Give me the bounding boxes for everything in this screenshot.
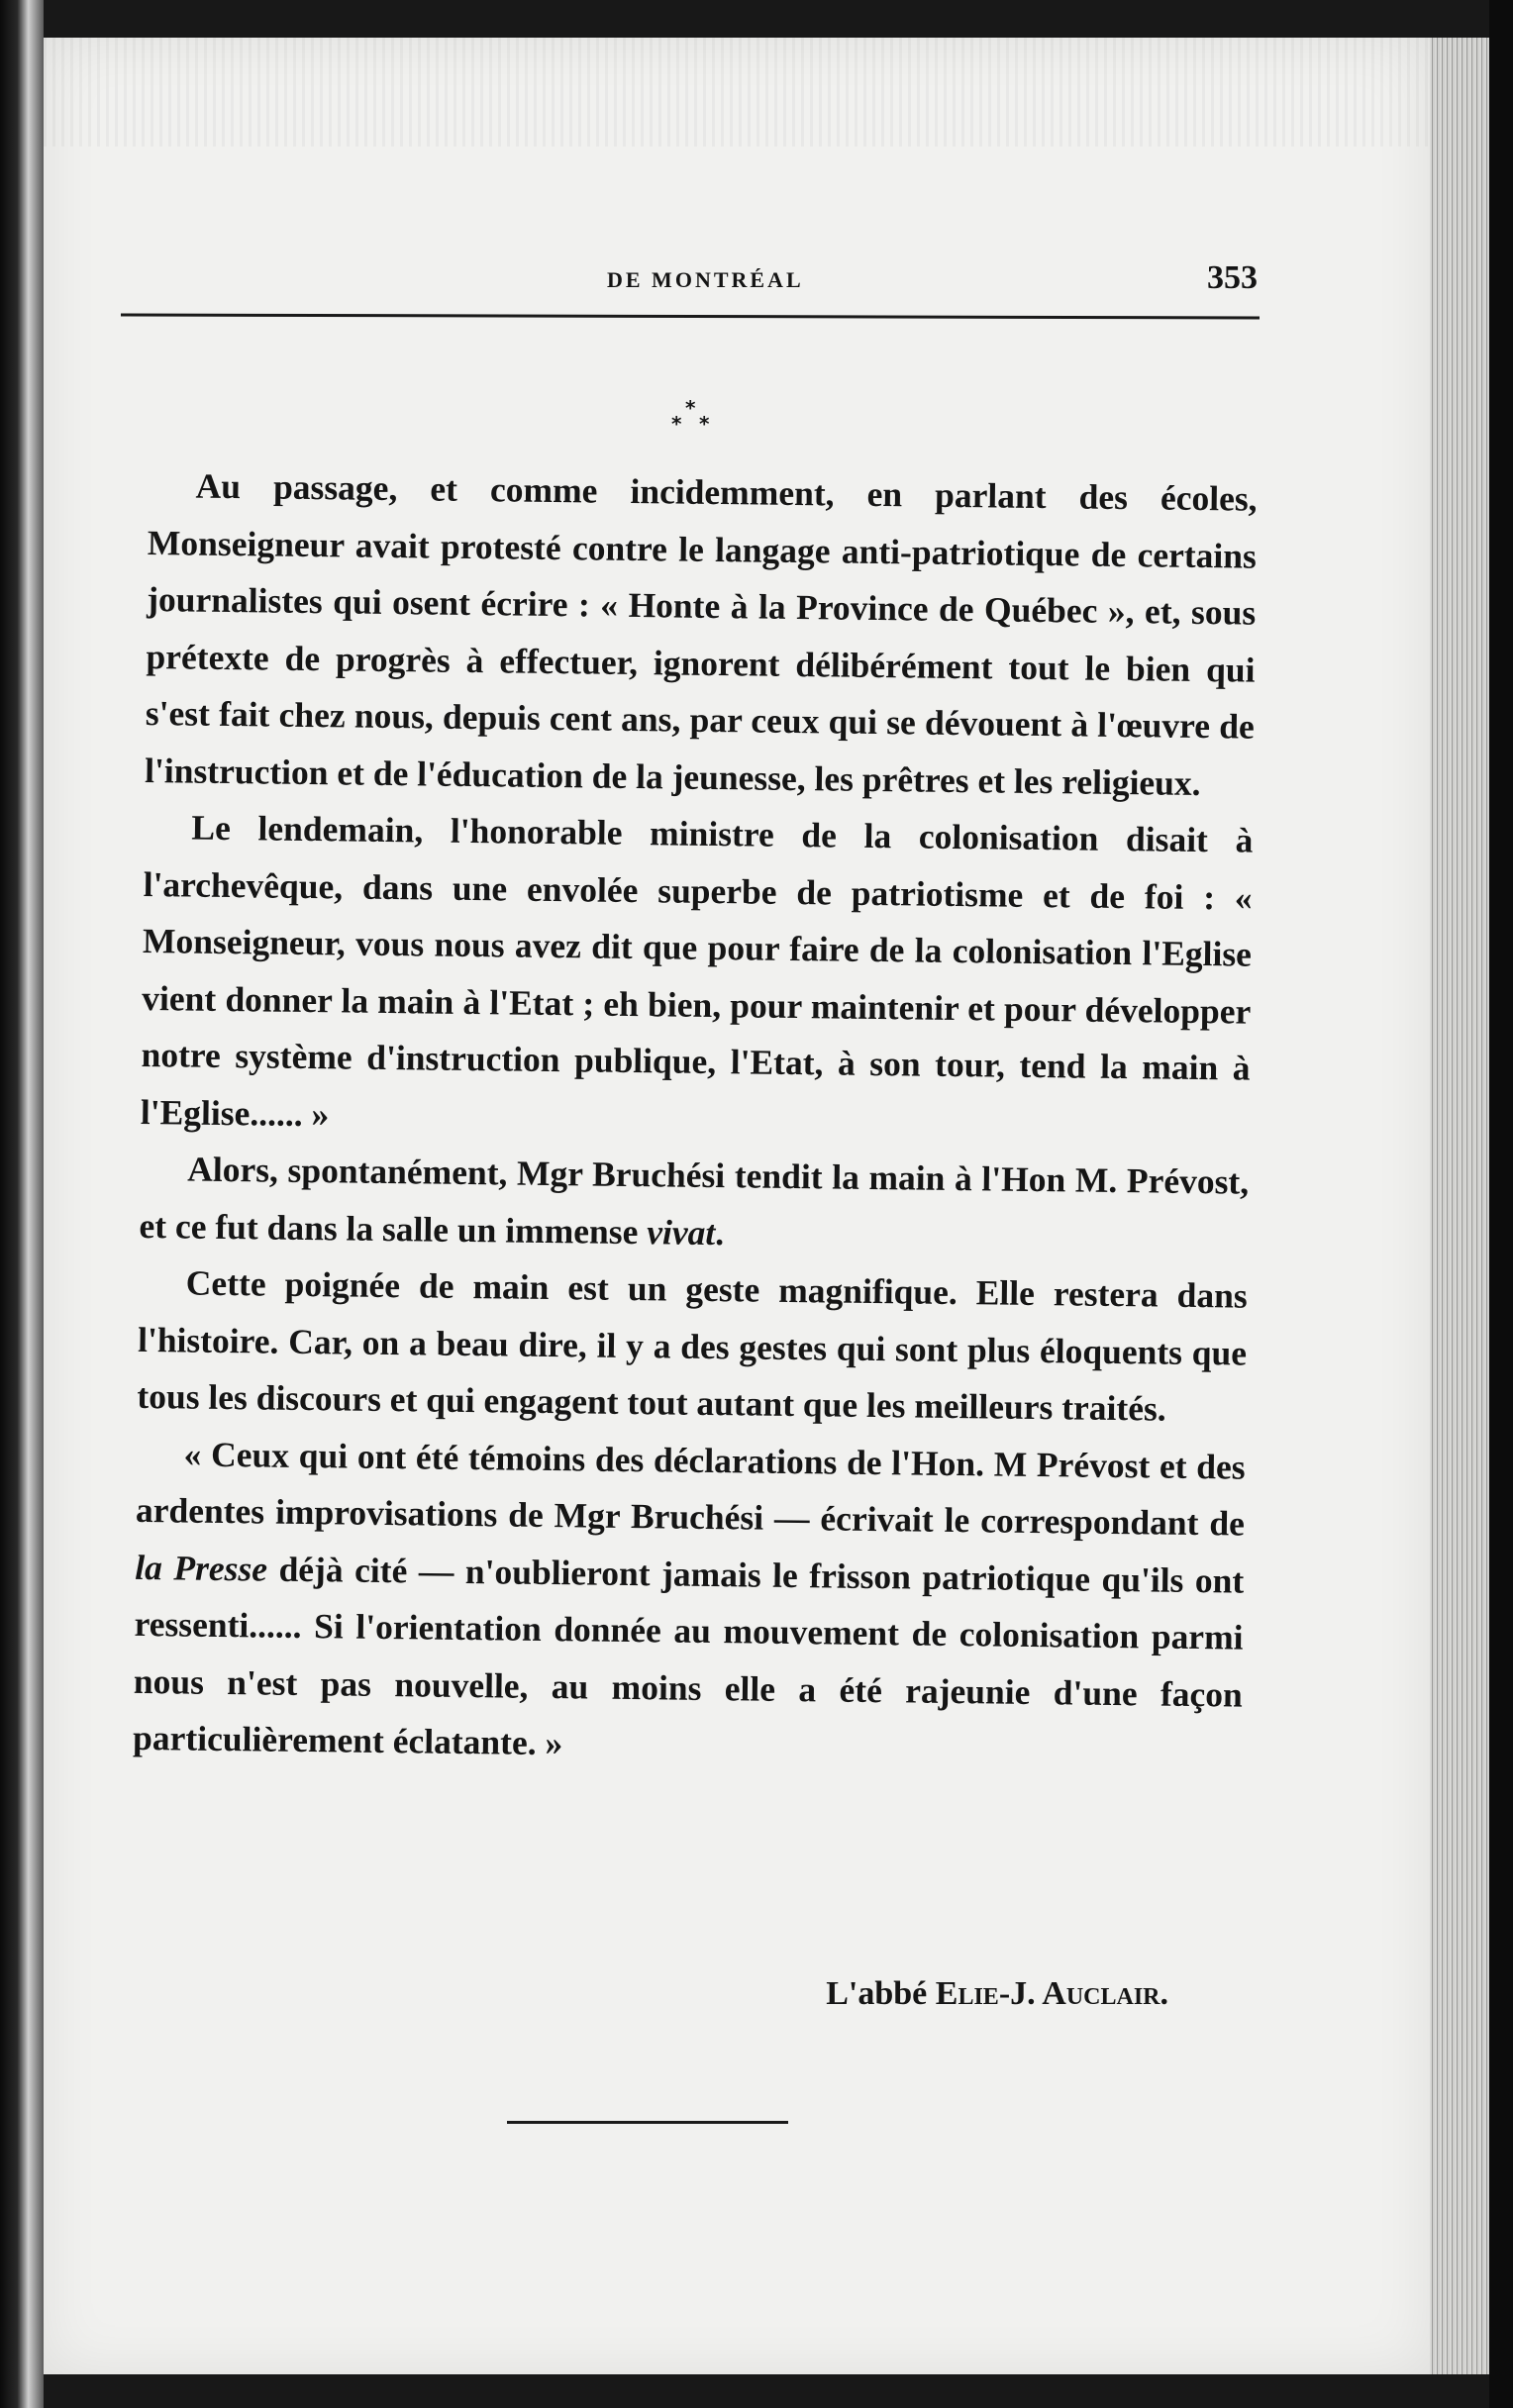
- closing-rule: [507, 2121, 788, 2124]
- asterism-star-left: *: [671, 412, 682, 436]
- paragraph-5-italic: la Presse: [135, 1547, 268, 1589]
- scan-background-right: [1489, 0, 1513, 2408]
- body-text: [133, 457, 1258, 1780]
- asterism-star-right: *: [699, 412, 710, 436]
- paragraph-3-text: Alors, spontanément, Mgr Bruchési tendit la main à l'Hon M. Prévost, et ce fut dans la salle un immense: [139, 1149, 1250, 1252]
- signature-name: Elie-J. Auclair.: [935, 1975, 1168, 2012]
- signature-prefix: L'abbé: [826, 1975, 936, 2012]
- page-top-foxing: [44, 38, 1430, 147]
- paragraph-1: Au passage, et comme incidemment, en parlant des écoles, Monseigneur avait protesté contre le langage anti-patriotique de certains journalistes qui osent écrire : « Honte à la Province de Québec », et, sous prétexte de progrès à effectuer, ignorent délibérément tout le bien qui s'est fait chez nous, depuis cent ans, par ceux qui se dévouent à l'œuvre de l'instruction et de l'éducation de la jeunesse, les prêtres et les religieux.: [144, 465, 1258, 803]
- running-head: DE MONTRÉAL: [607, 267, 804, 292]
- asterism-ornament: [663, 394, 723, 444]
- paragraph-3-italic: vivat: [647, 1211, 716, 1253]
- author-signature: [753, 1975, 1168, 2013]
- paragraph-3: [139, 1141, 1249, 1268]
- paragraph-3-end: .: [715, 1212, 725, 1253]
- paragraph-5-text: « Ceux qui ont été témoins des déclarations de l'Hon. M Prévost et des ardentes improvisations de Mgr Bruchési — écrivait le correspondant de: [135, 1434, 1246, 1544]
- paragraph-5-end: déjà cité — n'oublieront jamais le frisson patriotique qu'ils ont ressenti...... Si l'orientation donnée au mouvement de colonisation parmi nous n'est pas nouvelle, au moins elle a été rajeunie d'une façon particulièrement éclatante. »: [132, 1549, 1245, 1763]
- page-number: 353: [1207, 259, 1258, 296]
- paragraph-5: [133, 1425, 1246, 1780]
- paragraph-2: Le lendemain, l'honorable ministre de la colonisation disait à l'archevêque, dans une envolée superbe de patriotisme et de foi : « Monseigneur, vous nous avez dit que pour faire de la colonisation l'Eglise vient donner la main à l'Etat ; eh bien, pour maintenir et pour développer notre système d'instruction publique, l'Etat, à son tour, tend la main à l'Eglise...... »: [140, 807, 1254, 1134]
- page-header: [119, 259, 1258, 299]
- facing-page-edge: [0, 0, 44, 2408]
- paragraph-4: Cette poignée de main est un geste magnifique. Elle restera dans l'histoire. Car, on a beau dire, il y a des gestes qui sont plus éloquents que tous les discours et qui engagent tout autant que les meilleurs traités.: [137, 1262, 1248, 1429]
- asterism-star-top: *: [685, 396, 696, 420]
- page-stack-edge: [1430, 38, 1489, 2374]
